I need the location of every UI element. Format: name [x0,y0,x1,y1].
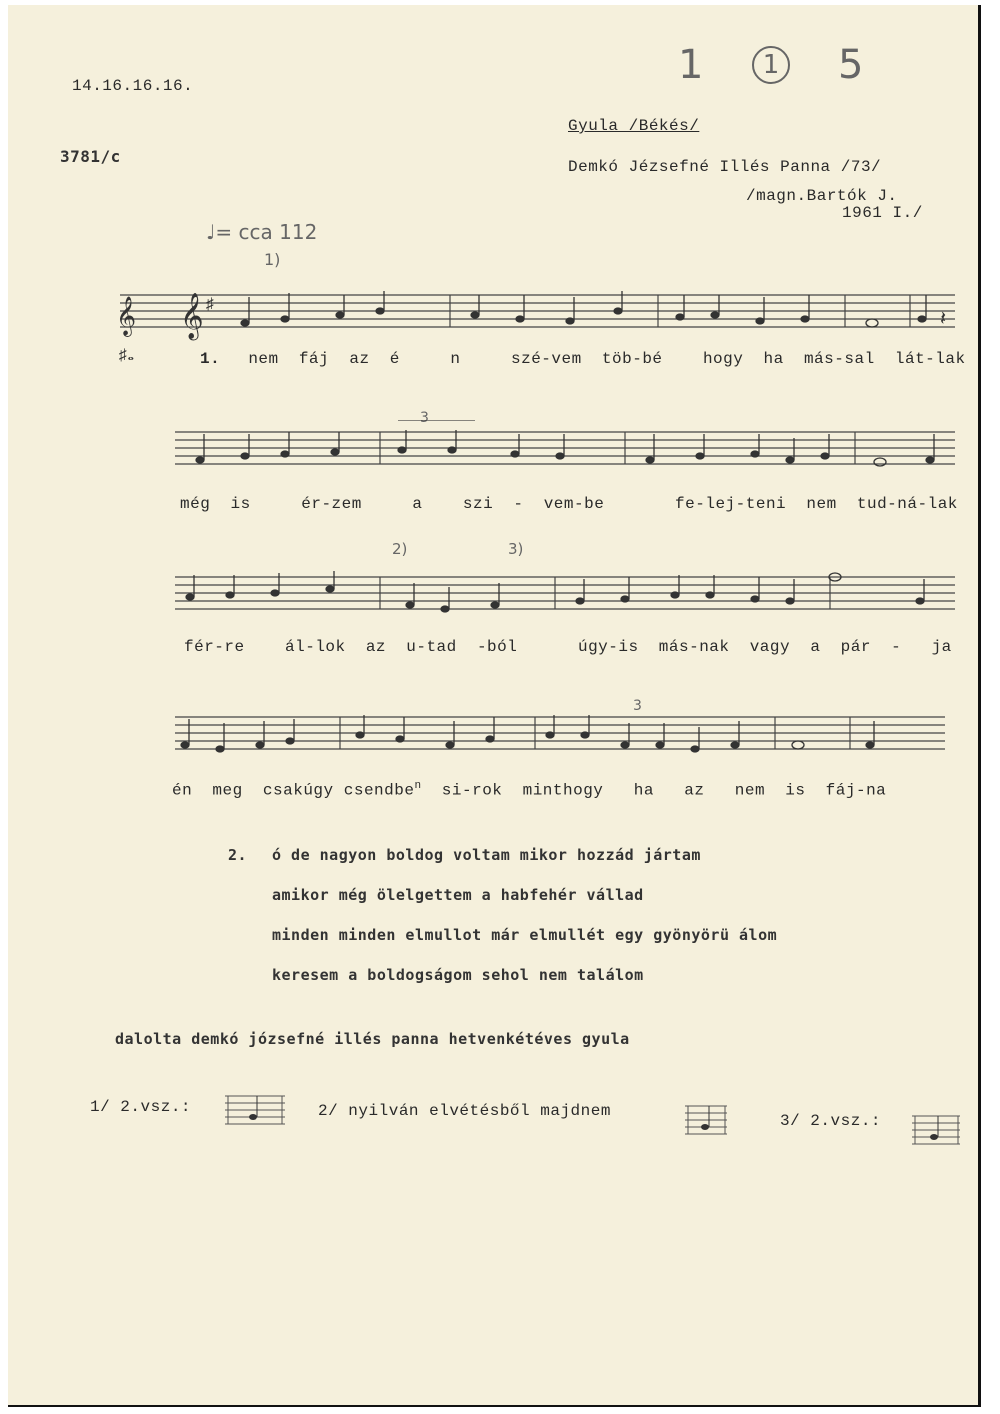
lyrics-line-3 [184,638,952,656]
syllable: csendbe [343,781,415,800]
music-staff-3 [170,565,960,635]
syllable: minthogy [522,781,604,800]
syllable: szi [462,495,494,513]
syllable: más-sal [803,350,875,368]
triplet-mark-1: 3 [420,410,429,426]
syllable: az [365,638,387,656]
verse-2-line-2: amikor még ölelgettem a habfehér vállad [272,886,644,904]
syllable: fáj-na [825,781,887,800]
singer-name: Demkó Jézsefné Illés Panna /73/ [568,158,882,176]
place: Gyula /Békés/ [568,117,700,135]
syllable: vem-be [543,495,605,513]
svg-text:𝄽: 𝄽 [940,309,947,332]
performer-note: dalolta demkó józsefné illés panna hetvenkétéves gyula [115,1030,630,1048]
footnote-2-notation [685,1100,729,1140]
page-mark-circled: 1 [752,46,790,84]
lyrics-line-4 [172,780,886,799]
footnote-marker-2: 2) [392,540,408,558]
syllable: is [785,781,806,800]
syllable: hogy [702,350,744,368]
syllable: szé-vem [511,350,582,368]
verse-2-line-3: minden minden elmullot már elmullét egy gyönyörü álom [272,926,778,944]
syllable: n [414,780,422,792]
syllable: u-tad [406,638,457,656]
footnote-1-notation [225,1090,287,1130]
syllable: vagy [749,638,791,656]
page-mark-1: 1 [678,42,704,88]
syllable: pár [840,638,871,656]
syllable: nem [248,350,279,368]
syllable: én [172,781,193,800]
lyrics-line-2 [180,495,958,513]
svg-text:♯𝅝: ♯𝅝 [118,347,134,365]
syllable: - [891,638,902,656]
footnote-2: 2/ nyilván elvétésből majdnem [318,1102,611,1120]
syllable: is [230,495,251,513]
syllable: ál-lok [285,638,346,656]
syllable: nem [806,495,837,513]
page-mark-5: 5 [838,42,864,88]
syllable: fáj [298,350,330,368]
syllable: meg [212,781,243,800]
syllable: csakúgy [262,781,334,800]
syllable: - [513,495,524,513]
music-staff-4 [170,705,950,775]
verse-2-number: 2. [228,846,248,864]
syllable: fe-lej-teni [675,495,787,513]
syllable: ja [931,638,952,656]
footnote-3: 3/ 2.vsz.: [780,1112,882,1130]
verse-number: 1. [200,350,221,368]
svg-text:𝄞: 𝄞 [180,297,204,342]
syllable: a [412,495,423,513]
syllable: si-rok [441,781,503,800]
music-staff-2 [170,420,960,490]
syllable: az [349,350,370,368]
syllable: ér-zem [301,495,362,513]
footnote-marker-1: 1) [264,250,281,269]
tempo-marking: ♩= cca 112 [206,220,318,244]
syllable: úgy-is [577,638,639,656]
syllable: a [810,638,821,656]
syllable: n [450,350,461,368]
footnote-1: 1/ 2.vsz.: [90,1098,192,1116]
syllable: -ból [476,638,518,656]
syllable: még [180,495,211,513]
triplet-mark-2: 3 [633,698,642,714]
catalog-number: 3781/c [60,147,121,166]
recording-info: /magn.Bartók J. [746,187,898,205]
syllable: nem [734,781,766,800]
footnote-marker-3: 3) [508,540,524,558]
footnote-3-notation [912,1110,962,1150]
syllable: é [389,350,400,368]
syllable: töb-bé [601,350,663,368]
syllable: más-nak [658,638,730,656]
recording-date: 1961 I./ [842,204,923,222]
svg-text:♯: ♯ [205,296,215,314]
syllable: az [684,781,705,800]
lyrics-line-1 [200,350,966,368]
syllable: fér-re [184,638,245,656]
svg-text:𝄞: 𝄞 [116,300,137,338]
verse-2-line-1: ó de nagyon boldog voltam mikor hozzád jártam [272,846,701,864]
archive-code: 14.16.16.16. [72,77,194,95]
syllable: lát-lak [894,350,966,368]
syllable: ha [763,350,784,368]
syllable: ha [633,781,654,800]
syllable: tud-ná-lak [856,495,958,513]
verse-2-line-4: keresem a boldogságom sehol nem találom [272,966,644,984]
